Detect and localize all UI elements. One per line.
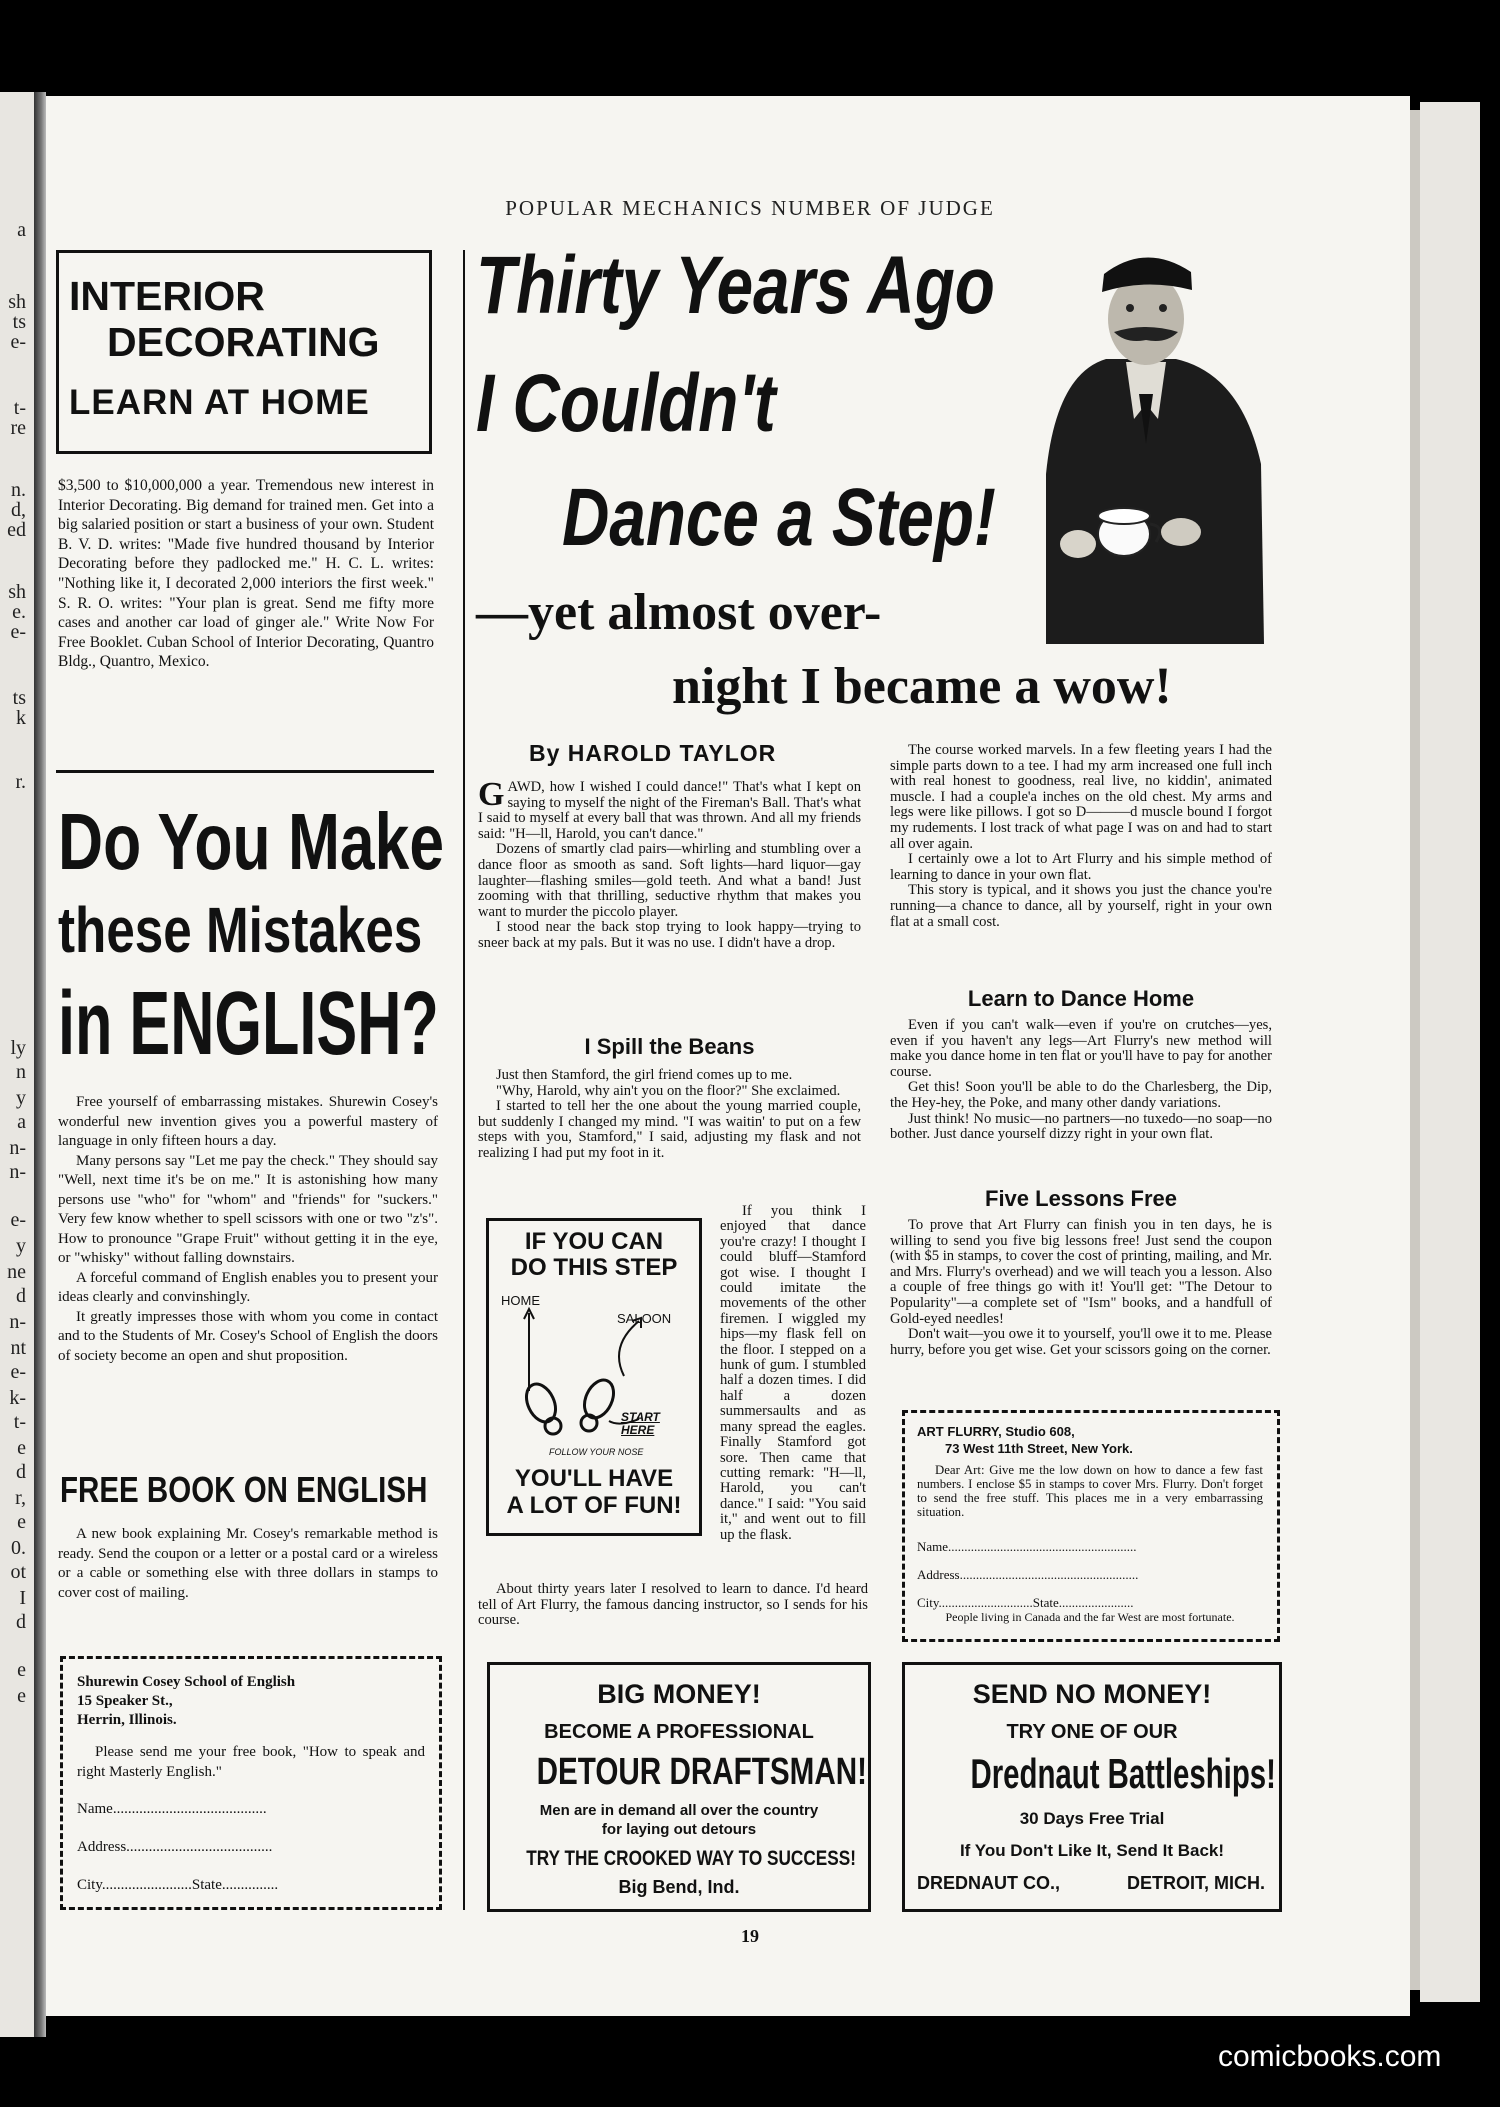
dance-paragraph: Dozens of smartly clad pairs—whirling and stumbling over a dance floor as smooth as sand. Soft lights—hard liquor—gay laughter—flashing smiles—gold teeth. And what a band! Just zooming with that thrilling, seductive rhythm that makes you want to murder the piccolo player.: [478, 841, 861, 920]
step-fun-line: A LOT OF FUN!: [506, 1492, 682, 1519]
step-title: [489, 1229, 699, 1281]
interior-title-line3: LEARN AT HOME: [69, 383, 370, 422]
english-headline-3-wrap: [58, 974, 439, 1078]
dance-coupon-address-field[interactable]: Address.......................................................: [917, 1567, 1139, 1582]
dance-wrap-text: If you think I enjoyed that dance you're crazy! I thought I could bluff—Stamford got wise. I thought I could imitate the movements of the other firemen. I wiggled my hips—my flask fell on the floor. I stepped on a hunk of gum. I stumbled half a dozen times. I did half a dozen summersaults and as many spread the eagles. Finally Stamford got sore. Then came that cutting remark: "H—ll, Harold, you can't dance." I said: "You said it," and went out to fill up the flask.: [720, 1203, 866, 1543]
left-page-fragment: ly: [10, 1037, 26, 1059]
dance-column-2-mid: [890, 1018, 1272, 1143]
detour-ad: [487, 1662, 871, 1912]
battleships-line5: If You Don't Like It, Send It Back!: [959, 1841, 1225, 1860]
left-page-fragment: y: [16, 1235, 26, 1257]
left-page-fragment: ot: [10, 1561, 26, 1583]
english-paragraph: A forceful command of English enables you to present your ideas clearly and convinshingly.: [58, 1269, 438, 1305]
battleships-line7: DETROIT, MICH.: [1127, 1873, 1265, 1893]
interior-title-box: [56, 250, 432, 454]
battleships-line3: Drednaut Battleships!: [970, 1750, 1276, 1797]
watermark: comicbooks.com: [1218, 2040, 1442, 2073]
left-page-fragment: e-: [10, 331, 26, 353]
page-number: 19: [741, 1926, 759, 1946]
dance-paragraph: I stood near the back stop trying to look happy—trying to sneer back at my pals. But it was no use. I didn't have a drop.: [478, 919, 861, 951]
english-coupon-name-field[interactable]: Name.........................................: [77, 1801, 267, 1817]
detour-line3-wrap: [490, 1751, 868, 1795]
dance-headline-1: Thirty Years Ago: [476, 240, 995, 331]
english-coupon[interactable]: [60, 1656, 442, 1910]
dance-coupon-line: ART FLURRY, Studio 608,: [917, 1424, 1075, 1439]
dance-paragraph: "Why, Harold, why ain't you on the floor?" She exclaimed.: [496, 1082, 841, 1099]
battleships-line1: SEND NO MONEY!: [972, 1679, 1212, 1709]
left-page-fragment: ts: [12, 311, 26, 333]
right-page-stack: [1420, 102, 1480, 2002]
left-page-fragment: e: [17, 1511, 26, 1533]
detour-line3: DETOUR DRAFTSMAN!: [536, 1751, 868, 1793]
dance-subhead-learn: Learn to Dance Home: [967, 986, 1195, 1011]
left-page-fragment: n-: [9, 1161, 26, 1183]
dance-paragraph: Get this! Soon you'll be able to do the Charlesberg, the Dip, the Hey-hey, the Poke, and many other dandy variations.: [890, 1079, 1272, 1111]
detour-line4: Men are in demand all over the country: [539, 1802, 819, 1819]
dance-paragraph: About thirty years later I resolved to learn to dance. I'd heard tell of Art Flurry, the famous dancing instructor, so I sends for his course.: [478, 1581, 868, 1629]
left-page-fragment: r.: [15, 771, 26, 793]
left-page-fragment: e-: [10, 1209, 26, 1231]
left-page-fragment: n-: [9, 1311, 26, 1333]
step-follow-label: FOLLOW YOUR NOSE: [549, 1447, 644, 1457]
left-page-fragment: t-: [13, 397, 26, 419]
dance-paragraph: This story is typical, and it shows you just the chance you're running—a chance to dance, all by yourself, right in your own flat at a small cost.: [890, 882, 1272, 930]
battleships-line2: TRY ONE OF OUR: [1006, 1721, 1178, 1743]
english-coupon-city-field[interactable]: City........................State...............: [77, 1877, 279, 1893]
left-page-fragment: a: [17, 219, 26, 241]
english-headline-1-wrap: [58, 797, 445, 890]
dance-byline: By HAROLD TAYLOR: [529, 740, 777, 766]
left-page-fragment: d,: [11, 499, 26, 521]
left-page-fragment: e: [17, 1685, 26, 1707]
dance-step-box: [486, 1218, 702, 1536]
english-headline-2: these Mistakes: [58, 894, 423, 966]
step-start-label: START HERE: [621, 1410, 660, 1437]
column-divider: [56, 770, 434, 773]
dance-paragraph: AWD, how I wished I could dance!" That's what I kept on saying to myself the night of the Fireman's Ball. That's what I said to myself at every ball that was thrown. And all my friends said: "H—ll, Harold, you can't dance.": [478, 779, 861, 842]
dance-coupon-line: 73 West 11th Street, New York.: [945, 1441, 1133, 1456]
dance-coupon-name-field[interactable]: Name..........................................................: [917, 1539, 1137, 1554]
dance-headline-2: I Couldn't: [476, 358, 776, 449]
step-title-line: IF YOU CAN: [524, 1228, 664, 1255]
dance-subhead-2: night I became a wow!: [672, 658, 1172, 715]
man-with-teacup-photo: [1006, 244, 1276, 644]
left-page-fragment: I: [19, 1587, 26, 1609]
dance-paragraph: Don't wait—you owe it to yourself, you'll owe it to me. Please hurry, before you get wise. Get your scissors going on the corner.: [890, 1326, 1272, 1358]
dance-paragraph: Even if you can't walk—even if you're on crutches—yes, even if you haven't any legs—Art Flurry's new method will make you dance home in ten flat or you'll have to pay for another course.: [890, 1017, 1272, 1080]
dance-column-2-end: [890, 1218, 1272, 1358]
left-page-fragment: e.: [12, 601, 26, 623]
detour-line7: Big Bend, Ind.: [618, 1877, 740, 1897]
left-page-edge: [0, 92, 34, 2037]
english-paragraph: It greatly impresses those with whom you come in contact and to the Students of Mr. Cosey's School of English the doors of society become an open and shut proposition.: [58, 1308, 438, 1364]
english-coupon-line: 15 Speaker St.,: [77, 1693, 173, 1709]
left-page-fragment: nt: [10, 1337, 26, 1359]
english-headline-3: in ENGLISH?: [58, 974, 439, 1074]
dance-paragraph: Just then Stamford, the girl friend comes up to me.: [496, 1067, 793, 1083]
dance-column-2-top: [890, 743, 1272, 930]
interior-body: $3,500 to $10,000,000 a year. Tremendous new interest in Interior Decorating. Big demand for trained men. Get into a big salaried position or start a business of your own. Student B. V. D. writes: "Made five hundred thousand by Interior Decorating before they padlocked me." H. C. L. writes: "Nothing like it, I decorated 2,000 interiors the first week." S. R. O. writes: "Your plan is great. Send me fifty more cases and another car load of ginger ale." Write Now For Free Booklet. Cuban School of Interior Decorating, Quantro Bldg., Quantro, Mexico.: [58, 477, 434, 671]
drop-cap: G: [478, 776, 505, 813]
dance-coupon-body-wrap: [917, 1463, 1263, 1519]
dance-coupon-note: People living in Canada and the far West are most fortunate.: [945, 1610, 1235, 1624]
dance-subhead-1: —yet almost over-: [476, 584, 882, 641]
dance-column-1-mid: [478, 1068, 861, 1162]
detour-line2: BECOME A PROFESSIONAL: [544, 1721, 814, 1743]
dance-paragraph: I started to tell her the one about the young married couple, but suddenly I changed my mind. "I was waitin' to put on a few steps with you, Stamford," I said, adjusting my flask and not realizing I had put my foot in it.: [478, 1098, 861, 1161]
detour-line1: BIG MONEY!: [597, 1679, 761, 1709]
english-coupon-body: Please send me your free book, "How to speak and right Masterly English.": [77, 1744, 425, 1780]
detour-line6-wrap: [490, 1847, 868, 1871]
left-page-fragment: e: [17, 1659, 26, 1681]
left-page-fragment: n-: [9, 1137, 26, 1159]
battleships-line3-wrap: [905, 1751, 1279, 1799]
dance-headline-3-wrap: [562, 472, 1022, 572]
step-title-line: DO THIS STEP: [510, 1254, 678, 1281]
step-fun: [489, 1465, 699, 1519]
left-page-fragment: ne: [7, 1261, 26, 1283]
left-page-fragment: n.: [11, 479, 26, 501]
english-coupon-line: Shurewin Cosey School of English: [77, 1674, 296, 1690]
dance-paragraph: The course worked marvels. In a few fleeting years I had the simple parts down to a tee. I had my arm increased one full inch with real honest to goodness, real live, no kiddin', animated muscle. I had a couple'a inches on the old chest. My arms and legs were like pillows. I got so D———d muscle bound I forgot my rudements. I lost track of what page I was on and had to start all over again.: [890, 742, 1272, 852]
step-saloon-label: SALOON: [617, 1311, 672, 1326]
left-page-fragment: d: [16, 1461, 26, 1483]
dance-paragraph: Just think! No music—no partners—no tuxedo—no soap—no bother. Just dance yourself dizzy right in your own flat.: [890, 1110, 1272, 1143]
interior-title-line2: DECORATING: [107, 319, 380, 365]
left-page-fragment: e-: [10, 1361, 26, 1383]
english-headline-2-wrap: [58, 895, 438, 975]
left-page-fragment: d: [16, 1611, 26, 1633]
dance-coupon[interactable]: [902, 1410, 1280, 1642]
left-page-fragment: n: [16, 1061, 26, 1083]
dance-subhead-free: Five Lessons Free: [985, 1186, 1177, 1211]
dance-headline-3: Dance a Step!: [562, 472, 996, 563]
column-rule: [463, 250, 465, 1910]
english-paragraph: Free yourself of embarrassing mistakes. Shurewin Cosey's wonderful new invention gives you a powerful mastery of language in only fifteen hours a day.: [58, 1094, 438, 1149]
dance-column-1-end: [478, 1582, 868, 1629]
left-page-fragment: sh: [8, 581, 26, 603]
free-book-title: FREE BOOK ON ENGLISH: [60, 1469, 428, 1510]
left-page-fragment: re: [10, 417, 26, 439]
left-page-fragment: k-: [9, 1387, 26, 1409]
battleships-line4: 30 Days Free Trial: [1019, 1809, 1165, 1828]
interior-title-line1: INTERIOR: [69, 273, 265, 319]
left-page-fragment: t-: [13, 1411, 26, 1433]
page-gutter: [34, 92, 46, 2037]
step-home-label: HOME: [501, 1293, 540, 1308]
detour-line5: for laying out detours: [601, 1821, 757, 1838]
battleships-line6: DREDNAUT CO.,: [917, 1873, 1060, 1893]
free-book-paragraph: A new book explaining Mr. Cosey's remarkable method is ready. Send the coupon or a letter or a postal card or a wireless or a cable or something else with three dollars in stamps to cover cost of mailing.: [58, 1526, 438, 1601]
english-headline-1: Do You Make: [58, 797, 445, 886]
left-page-fragment: e: [17, 1437, 26, 1459]
left-page-fragment: r,: [15, 1487, 26, 1509]
left-page-fragment: d: [16, 1285, 26, 1307]
step-fun-line: YOU'LL HAVE: [514, 1465, 674, 1492]
english-coupon-line: Herrin, Illinois.: [77, 1712, 177, 1728]
running-head: POPULAR MECHANICS NUMBER OF JUDGE: [505, 196, 995, 220]
english-coupon-address-field[interactable]: Address.......................................: [77, 1839, 273, 1855]
left-page-fragment: 0.: [11, 1537, 26, 1559]
english-coupon-body-wrap: [77, 1743, 425, 1782]
detour-line6: TRY THE CROOKED WAY TO SUCCESS!: [526, 1847, 856, 1870]
left-page-fragment: a: [17, 1111, 26, 1133]
dance-headline-2-wrap: [476, 358, 836, 458]
dance-column-1-top: [478, 776, 861, 952]
left-page-fragment: k: [16, 707, 26, 729]
free-book-body: [58, 1525, 438, 1603]
dance-coupon-address: [917, 1423, 1133, 1457]
battleships-ad: [902, 1662, 1282, 1912]
english-body: [58, 1093, 438, 1366]
left-page-fragment: sh: [8, 291, 26, 313]
dance-coupon-body: Dear Art: Give me the low down on how to dance a few fast numbers. I enclose $5 in stamps to cover Mrs. Flurry. Don't forget to send the free stuff. This places me in a very embarrassing situation.: [917, 1463, 1263, 1519]
english-coupon-address: [77, 1673, 295, 1730]
free-book-title-wrap: [60, 1470, 450, 1520]
left-page-fragment: e-: [10, 621, 26, 643]
left-page-fragment: y: [16, 1087, 26, 1109]
dance-headline-1-wrap: [476, 240, 1036, 340]
left-page-fragment: ts: [12, 687, 26, 709]
dance-coupon-city-field[interactable]: City.............................State.......................: [917, 1595, 1134, 1610]
dance-paragraph: I certainly owe a lot to Art Flurry and his simple method of learning to dance in your own flat.: [890, 851, 1272, 883]
english-paragraph: Many persons say "Let me pay the check." They should say "Well, next time it's be on me." It is astonishing how many persons use "who" for "whom" and "friends" for "suckers." Very few know whether to spell scissors with one or two "z's". How to pronounce "Grape Fruit" without getting it in the eye, or "whisky" without falling downstairs.: [58, 1152, 438, 1266]
dance-paragraph: To prove that Art Flurry can finish you in ten days, he is willing to send you five big lessons free! Just send the coupon (with $5 in stamps, to cover the cost of printing, mailing, and Mr. and Mrs. Flurry's overhead) and we will teach you a lesson. Also a couple of free things go with it! You'll get: "The Detour to Popularity"—a complete set of "Ism" books, and a handfull of Gold-eyed needles!: [890, 1217, 1272, 1327]
left-page-fragment: ed: [7, 519, 26, 541]
dance-subhead-spill: I Spill the Beans: [584, 1034, 755, 1059]
